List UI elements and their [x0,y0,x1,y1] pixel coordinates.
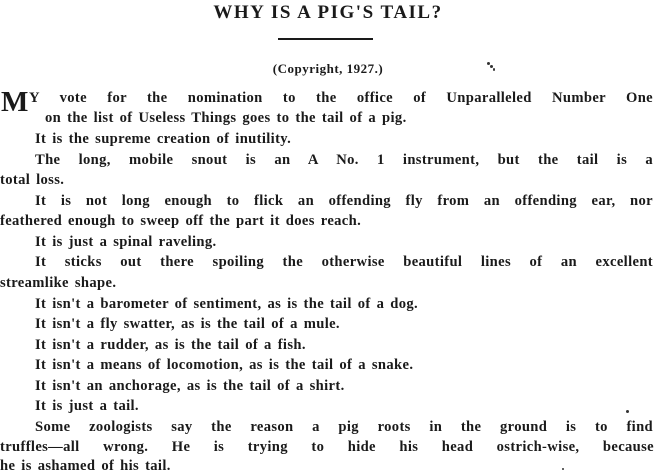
body-line: truffles—all wrong. He is trying to hide his head ostrich-wise, because [0,439,654,455]
body-line: It is just a tail. [35,398,139,414]
print-speck [626,410,629,413]
body-line: streamlike shape. [0,275,117,291]
headline-rule [278,38,373,40]
body-line: he is ashamed of his tail. [0,458,171,474]
body-line: feathered enough to sweep off the part it does reach. [0,213,362,229]
body-line: It is not long enough to flick an offending fly from an offending ear, nor [35,193,653,209]
body-line: Y vote for the nomination to the office of Unparalleled Number One [29,90,653,106]
print-speck [562,468,564,470]
article-headline: WHY IS A PIG'S TAIL? [213,2,443,23]
body-line: on the list of Useless Things goes to the tail of a pig. [45,110,407,126]
print-speck [493,68,495,71]
body-line: total loss. [0,172,65,188]
body-line: It isn't a rudder, as is the tail of a fish. [35,337,306,353]
body-line: It isn't a barometer of sentiment, as is the tail of a dog. [35,296,418,312]
body-line: It is the supreme creation of inutility. [35,131,292,147]
body-line: Some zoologists say the reason a pig roots in the ground is to find [35,419,653,435]
body-line: The long, mobile snout is an A No. 1 instrument, but the tail is a [35,152,653,168]
drop-cap: M [1,86,29,118]
body-line: It is just a spinal raveling. [35,234,217,250]
body-line: It isn't an anchorage, as is the tail of a shirt. [35,378,345,394]
body-line: It isn't a fly swatter, as is the tail of a mule. [35,316,340,332]
copyright-notice: (Copyright, 1927.) [272,61,384,76]
body-line: It isn't a means of locomotion, as is the tail of a snake. [35,357,414,373]
body-line: It sticks out there spoiling the otherwise beautiful lines of an excellent [35,254,653,270]
